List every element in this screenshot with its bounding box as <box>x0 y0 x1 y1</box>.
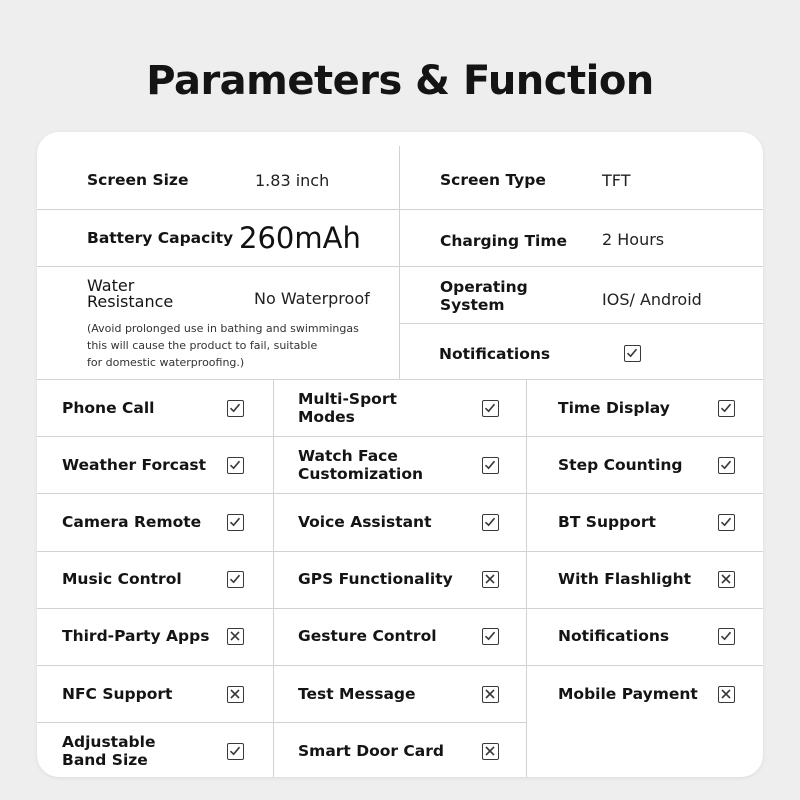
notifications-spec-label: Notifications <box>439 345 551 363</box>
feature-label-step-counting: Step Counting <box>558 455 683 474</box>
divider <box>37 266 763 267</box>
water-resistance-note: (Avoid prolonged use in bathing and swimmingas this will cause the product to fail, suitable for domestic waterproofing.) <box>87 322 359 369</box>
feature-label-adjustable-band-size: Adjustable Band Size <box>62 732 156 769</box>
screen-size-value: 1.83 inch <box>255 170 330 190</box>
divider <box>273 379 274 777</box>
feature-label-third-party-apps: Third-Party Apps <box>62 627 210 646</box>
crossed-box-icon <box>482 743 499 760</box>
divider <box>399 323 763 324</box>
checked-box-icon <box>482 400 499 417</box>
checked-box-icon <box>227 457 244 474</box>
crossed-box-icon <box>482 686 499 703</box>
checked-box-icon <box>718 628 735 645</box>
feature-label-watch-face-customization: Watch Face Customization <box>298 446 424 483</box>
battery-capacity-label: Battery Capacity <box>87 229 234 247</box>
feature-label-notifications: Notifications <box>558 627 670 646</box>
crossed-box-icon <box>227 628 244 645</box>
operating-system-label: Operating System <box>440 278 528 314</box>
checked-box-icon <box>227 571 244 588</box>
checked-box-icon <box>227 514 244 531</box>
operating-system-value: IOS/ Android <box>602 289 702 309</box>
notifications-spec-check-icon <box>624 345 641 362</box>
checked-box-icon <box>718 514 735 531</box>
feature-label-test-message: Test Message <box>298 684 416 703</box>
water-resistance-value: No Waterproof <box>254 288 370 308</box>
feature-label-voice-assistant: Voice Assistant <box>298 512 432 531</box>
feature-label-multi-sport-modes: Multi-Sport Modes <box>298 389 397 426</box>
water-resistance-label: Water Resistance <box>87 276 174 311</box>
checked-box-icon <box>482 628 499 645</box>
screen-size-label: Screen Size <box>87 171 189 189</box>
crossed-box-icon <box>227 686 244 703</box>
crossed-box-icon <box>482 571 499 588</box>
checked-box-icon <box>482 457 499 474</box>
crossed-box-icon <box>718 686 735 703</box>
screen-type-label: Screen Type <box>440 171 546 189</box>
checked-box-icon <box>482 514 499 531</box>
divider <box>399 146 400 379</box>
screen-type-value: TFT <box>602 170 631 190</box>
battery-capacity-value: 260mAh <box>239 221 361 255</box>
checked-box-icon <box>718 400 735 417</box>
feature-label-nfc-support: NFC Support <box>62 684 173 703</box>
checked-box-icon <box>227 400 244 417</box>
divider <box>526 379 527 777</box>
feature-label-gesture-control: Gesture Control <box>298 627 437 646</box>
checked-box-icon <box>227 743 244 760</box>
parameters-table <box>37 132 763 777</box>
feature-label-camera-remote: Camera Remote <box>62 512 202 531</box>
feature-label-smart-door-card: Smart Door Card <box>298 741 445 760</box>
feature-label-phone-call: Phone Call <box>62 398 155 417</box>
feature-label-with-flashlight: With Flashlight <box>558 570 692 589</box>
page-title: Parameters & Function <box>146 58 654 104</box>
feature-label-weather-forcast: Weather Forcast <box>62 455 207 474</box>
divider <box>37 209 763 210</box>
feature-label-gps-functionality: GPS Functionality <box>298 570 453 589</box>
feature-label-music-control: Music Control <box>62 570 182 589</box>
feature-label-bt-support: BT Support <box>558 512 656 531</box>
checked-box-icon <box>718 457 735 474</box>
feature-label-mobile-payment: Mobile Payment <box>558 684 698 703</box>
charging-time-value: 2 Hours <box>602 229 665 249</box>
charging-time-label: Charging Time <box>440 232 567 250</box>
feature-label-time-display: Time Display <box>558 398 670 417</box>
crossed-box-icon <box>718 571 735 588</box>
